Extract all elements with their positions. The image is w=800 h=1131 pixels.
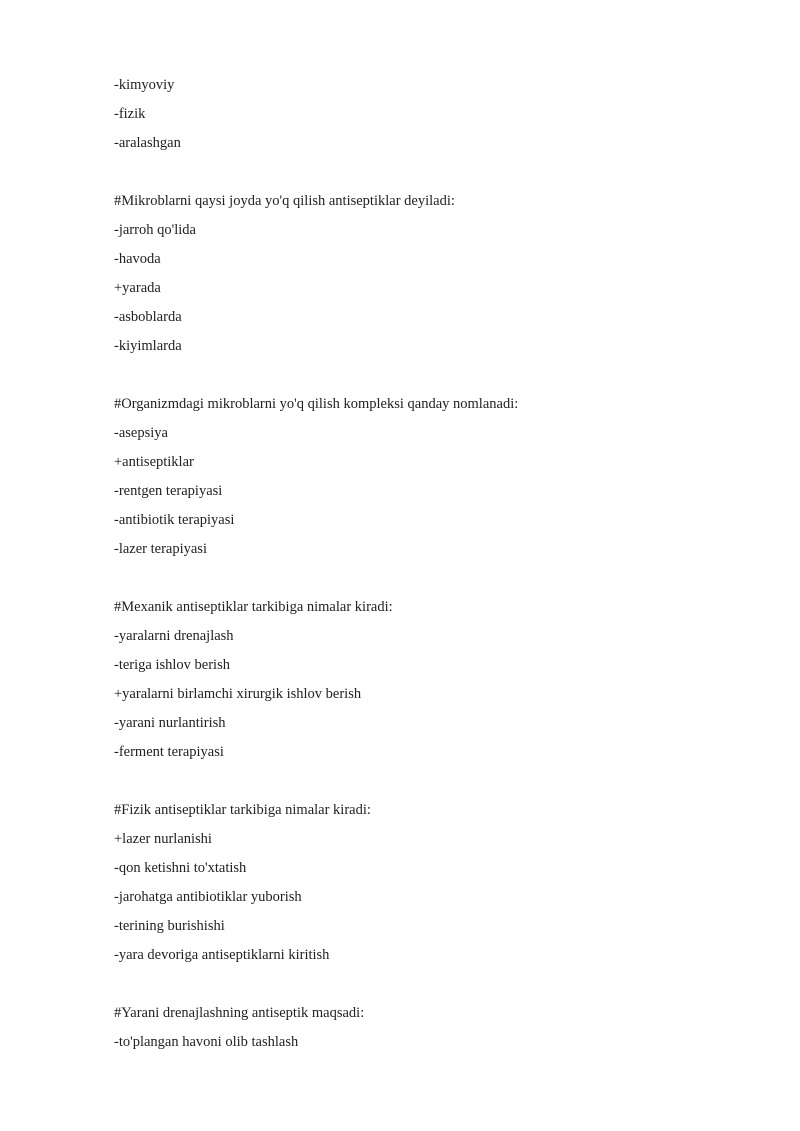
answer-option: -rentgen terapiyasi [114,483,223,499]
answer-option: -jarohatga antibiotiklar yuborish [114,889,302,905]
question-heading: #Mikroblarni qaysi joyda yo'q qilish antiseptiklar deyiladi: [114,193,455,209]
answer-option: -jarroh qo'lida [114,222,196,238]
answer-option: -antibiotik terapiyasi [114,512,235,528]
answer-option: -asboblarda [114,309,182,325]
question-heading: #Organizmdagi mikroblarni yo'q qilish kompleksi qanday nomlanadi: [114,396,519,412]
question-heading: #Mexanik antiseptiklar tarkibiga nimalar kiradi: [114,599,393,615]
blank-line [114,567,714,596]
answer-option: -qon ketishni to'xtatish [114,860,247,876]
blank-line [114,161,714,190]
correct-answer-option: +lazer nurlanishi [114,831,212,847]
correct-answer-option: +yaralarni birlamchi xirurgik ishlov berish [114,686,362,702]
blank-line [114,973,714,1002]
question-heading: #Yarani drenajlashning antiseptik maqsadi: [114,1005,365,1021]
answer-option: -lazer terapiyasi [114,541,207,557]
correct-answer-option: +antiseptiklar [114,454,194,470]
question-heading: #Fizik antiseptiklar tarkibiga nimalar kiradi: [114,802,371,818]
answer-option: -ferment terapiyasi [114,744,224,760]
answer-option: -yaralarni drenajlash [114,628,234,644]
answer-option: -havoda [114,251,161,267]
answer-option: -fizik [114,106,146,122]
correct-answer-option: +yarada [114,280,161,296]
answer-option: -yara devoriga antiseptiklarni kiritish [114,947,330,963]
answer-option: -kimyoviy [114,77,175,93]
answer-option: -kiyimlarda [114,338,182,354]
blank-line [114,770,714,799]
answer-option: -asepsiya [114,425,168,441]
answer-option: -teriga ishlov berish [114,657,230,673]
answer-option: -yarani nurlantirish [114,715,226,731]
answer-option: -terining burishishi [114,918,225,934]
document-body [114,74,714,1060]
answer-option: -to'plangan havoni olib tashlash [114,1034,299,1050]
answer-option: -aralashgan [114,135,181,151]
blank-line [114,364,714,393]
